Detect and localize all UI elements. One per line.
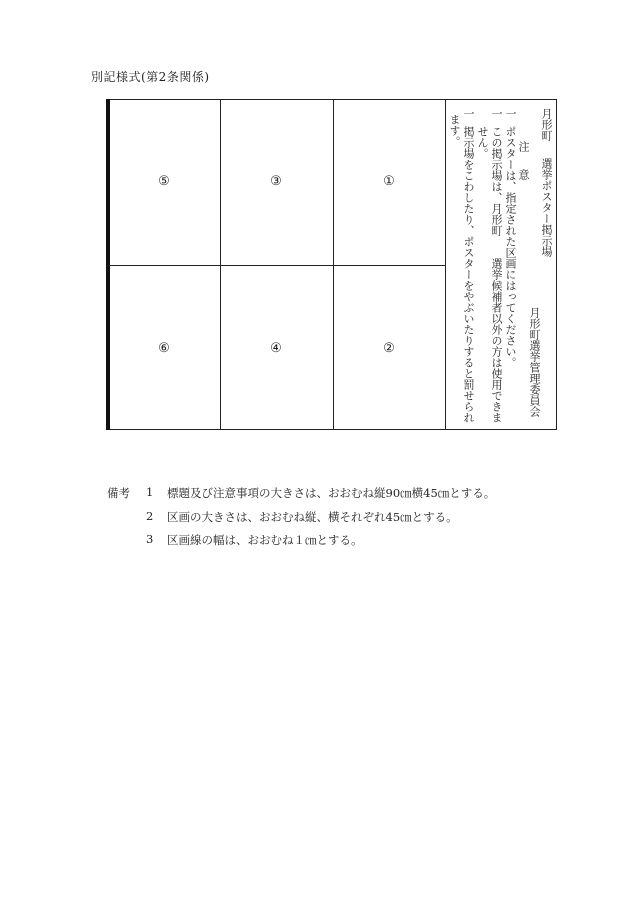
poster-slot-1: ① bbox=[383, 174, 395, 189]
poster-slot-2: ② bbox=[383, 341, 395, 356]
caution-char-1: 注 bbox=[517, 141, 530, 152]
rule-3-dash: 一 bbox=[462, 108, 475, 119]
poster-slot-5: ⑤ bbox=[158, 174, 170, 189]
rule-2-text-b: 選挙候補者以外の方は使用できま bbox=[490, 258, 503, 423]
remark-number: 1 bbox=[146, 485, 154, 499]
remark-item bbox=[146, 485, 566, 501]
rule-2-dash: 一 bbox=[490, 108, 503, 119]
remark-item bbox=[146, 532, 566, 548]
poster-slot-3: ③ bbox=[270, 174, 282, 189]
remark-text: 標題及び注意事項の大きさは、おおむね縦90㎝横45㎝とする。 bbox=[167, 486, 496, 500]
rule-2-text: この掲示場は、月形町 bbox=[490, 126, 503, 236]
remark-number: 2 bbox=[146, 509, 154, 523]
rule-2-continuation: せん。 bbox=[476, 126, 489, 159]
rule-1-dash: 一 bbox=[504, 108, 517, 119]
heading-title: 選挙ポスター掲示場 bbox=[540, 158, 553, 257]
column-divider bbox=[445, 100, 446, 429]
remark-number: 3 bbox=[146, 532, 154, 546]
committee-name: 月形町選挙管理委員会 bbox=[528, 307, 541, 417]
remark-text: 区画の大きさは、おおむね縦、横それぞれ45㎝とする。 bbox=[167, 510, 458, 524]
rule-1-text: ポスターは、指定された区画にはってください。 bbox=[504, 126, 517, 368]
heading-town: 月形町 bbox=[540, 108, 553, 141]
rule-3-text: 掲示場をこわしたり、ポスターをやぶいたりすると罰せられ bbox=[462, 126, 475, 423]
rule-3-continuation: ます。 bbox=[448, 114, 461, 147]
poster-board bbox=[106, 99, 557, 430]
form-title: 別記様式(第2条関係) bbox=[91, 70, 210, 84]
remarks-label: 備考 bbox=[107, 486, 130, 500]
caution-char-2: 意 bbox=[517, 169, 530, 180]
row-divider bbox=[107, 265, 445, 266]
remark-text: 区画線の幅は、おおむね１㎝とする。 bbox=[167, 533, 363, 547]
poster-slot-4: ④ bbox=[270, 341, 282, 356]
remark-item bbox=[146, 509, 566, 525]
poster-slot-6: ⑥ bbox=[158, 341, 170, 356]
